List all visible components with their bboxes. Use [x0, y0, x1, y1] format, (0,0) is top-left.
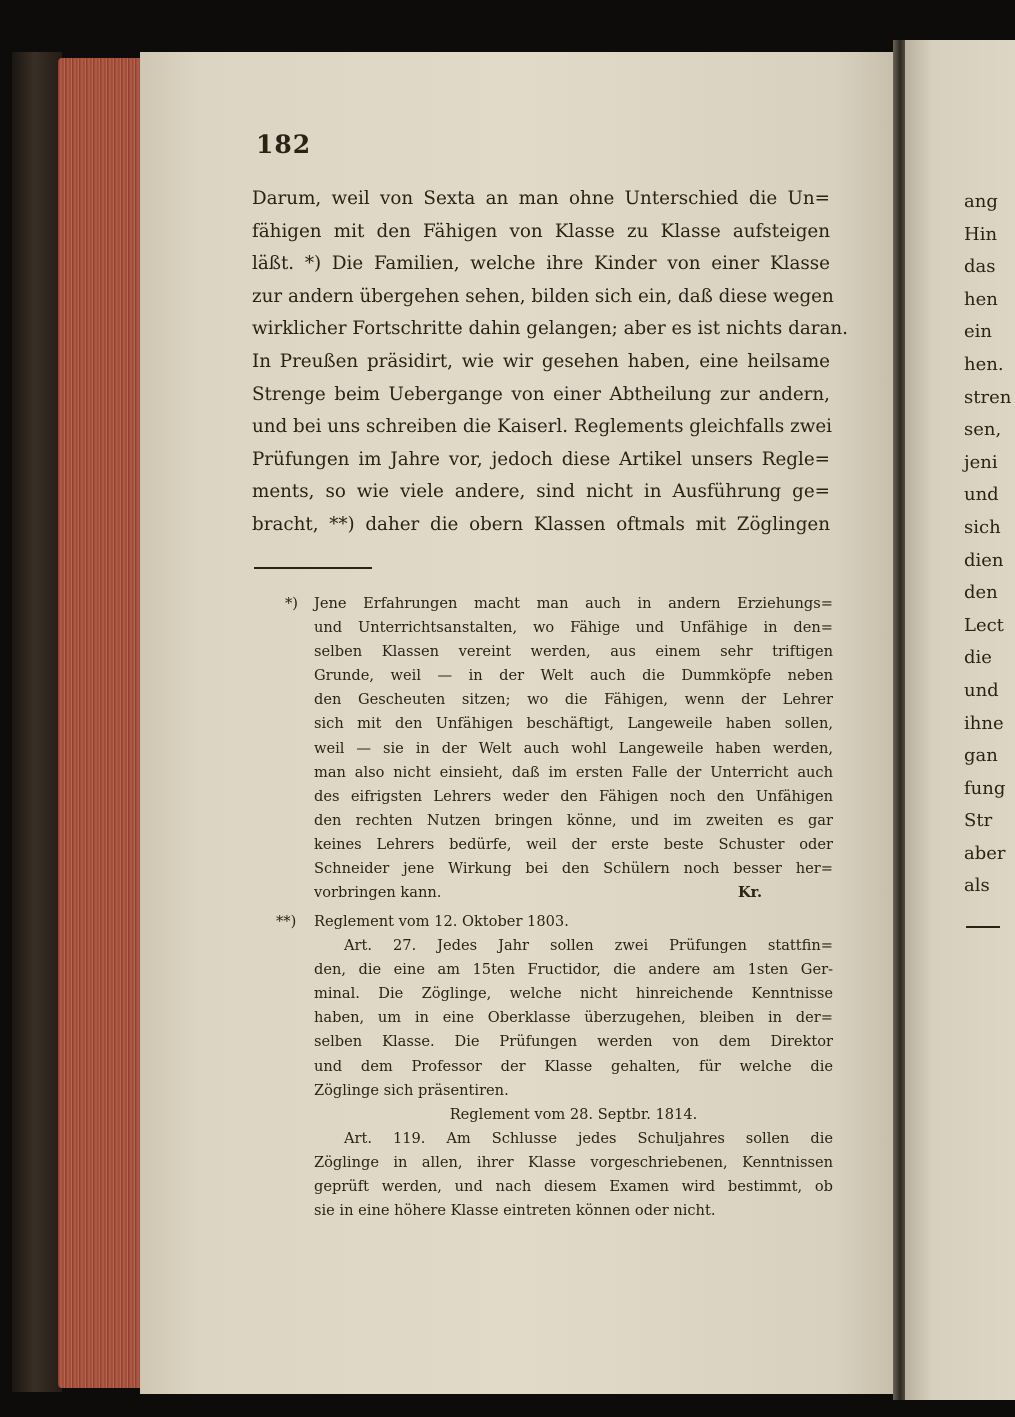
- facing-line: fung: [964, 777, 1006, 799]
- facing-line: als: [964, 875, 990, 897]
- text-line: ments, so wie viele andere, sind nicht in Ausführung ge=: [252, 481, 830, 503]
- footnote-signature: Kr.: [738, 884, 763, 902]
- footnote-line: Jene Erfahrungen macht man auch in andern Erziehungs=: [314, 595, 833, 612]
- facing-line: Hin: [964, 223, 998, 245]
- footnote-line: haben, um in eine Oberklasse überzugehen, bleiben in der=: [314, 1009, 833, 1027]
- facing-footnote-separator: [966, 926, 1000, 928]
- text-line: Darum, weil von Sexta an man ohne Unterschied die Un=: [252, 188, 830, 209]
- page-number: 182: [256, 130, 312, 159]
- footnote-line: des eifrigsten Lehrers weder den Fähigen noch den Unfähigen: [314, 787, 833, 805]
- footnote-line: selben Klasse. Die Prüfungen werden von dem Direktor: [314, 1033, 833, 1051]
- footnote-line: Grunde, weil — in der Welt auch die Dummköpfe neben: [314, 667, 833, 685]
- facing-line: Str: [964, 810, 993, 832]
- text-line: wirklicher Fortschritte dahin gelangen; aber es ist nichts daran.: [252, 318, 848, 340]
- facing-line: hen: [964, 288, 998, 310]
- text-line: zur andern übergehen sehen, bilden sich ein, daß diese wegen: [252, 285, 834, 307]
- footnote-line: weil — sie in der Welt auch wohl Langeweile haben werden,: [314, 739, 833, 757]
- facing-line: aber: [964, 842, 1006, 864]
- book-cover-edge: [12, 52, 62, 1392]
- footnote-line: den rechten Nutzen bringen könne, und im zweiten es gar: [314, 811, 833, 829]
- facing-line: das: [964, 256, 996, 278]
- footnote-line: und dem Professor der Klasse gehalten, für welche die: [314, 1057, 833, 1075]
- facing-line: und: [964, 679, 999, 701]
- footnote-marker: **): [276, 913, 297, 930]
- footnote-line: den, die eine am 15ten Fructidor, die andere am 1sten Ger-: [314, 961, 833, 979]
- footnote-line: selben Klassen vereint werden, aus einem sehr triftigen: [314, 643, 833, 661]
- footnote-line: Art. 119. Am Schlusse jedes Schuljahres sollen die: [344, 1129, 833, 1147]
- text-line: Prüfungen im Jahre vor, jedoch diese Artikel unsers Regle=: [252, 448, 830, 470]
- footnote-line: den Gescheuten sitzen; wo die Fähigen, wenn der Lehrer: [314, 691, 833, 709]
- facing-line: ang: [964, 191, 998, 212]
- footnote-2: [258, 910, 833, 1223]
- footnote-1: [258, 592, 833, 905]
- facing-line: sich: [964, 516, 1001, 538]
- text-line: fähigen mit den Fähigen von Klasse zu Klasse aufsteigen: [252, 220, 830, 242]
- footnote-line: Zöglinge sich präsentiren.: [314, 1081, 509, 1099]
- footnote-line: minal. Die Zöglinge, welche nicht hinreichende Kenntnisse: [314, 985, 833, 1003]
- facing-line: gan: [964, 745, 998, 767]
- footnote-heading: Reglement vom 12. Oktober 1803.: [314, 913, 569, 930]
- text-line: bracht, **) daher die obern Klassen oftmals mit Zöglingen: [252, 513, 830, 535]
- text-line: In Preußen präsidirt, wie wir gesehen haben, eine heilsame: [252, 350, 830, 372]
- footnote-line: geprüft werden, und nach diesem Examen wird bestimmt, ob: [314, 1178, 833, 1196]
- text-line: Strenge beim Uebergange von einer Abtheilung zur andern,: [252, 383, 830, 405]
- facing-line: dien: [964, 549, 1004, 571]
- facing-line: den: [964, 582, 998, 604]
- footnote-line: Zöglinge in allen, ihrer Klasse vorgeschriebenen, Kenntnissen: [314, 1153, 833, 1171]
- facing-line: sen,: [964, 419, 1002, 441]
- footnote-marker: *): [285, 595, 298, 612]
- footnote-line: vorbringen kann.: [314, 884, 442, 902]
- footnote-line: Art. 27. Jedes Jahr sollen zwei Prüfungen stattfin=: [344, 937, 833, 955]
- facing-line: Lect: [964, 614, 1004, 636]
- footnote-line: sie in eine höhere Klasse eintreten können oder nicht.: [314, 1202, 716, 1220]
- facing-page-text: [964, 186, 1012, 903]
- footnote-line: sich mit den Unfähigen beschäftigt, Langeweile haben sollen,: [314, 715, 833, 733]
- facing-line: die: [964, 647, 992, 669]
- text-line: läßt. *) Die Familien, welche ihre Kinder von einer Klasse: [252, 253, 830, 275]
- facing-line: ein: [964, 321, 993, 343]
- footnote-line: man also nicht einsieht, daß im ersten Falle der Unterricht auch: [314, 763, 833, 781]
- facing-line: jeni: [964, 451, 998, 473]
- text-line: und bei uns schreiben die Kaiserl. Reglements gleichfalls zwei: [252, 416, 833, 438]
- footnote-line: Schneider jene Wirkung bei den Schülern noch besser her=: [314, 860, 833, 878]
- facing-line: stren: [964, 386, 1012, 408]
- footnote-separator: [254, 567, 372, 569]
- footnote-heading: Reglement vom 28. Septbr. 1814.: [449, 1105, 698, 1123]
- facing-line: und: [964, 484, 999, 506]
- facing-line: ihne: [964, 712, 1004, 734]
- footnote-line: keines Lehrers bedürfe, weil der erste beste Schuster oder: [314, 835, 833, 853]
- footnote-line: und Unterrichtsanstalten, wo Fähige und Unfähige in den=: [314, 619, 833, 637]
- facing-line: hen.: [964, 353, 1004, 375]
- red-page-edges: [58, 58, 144, 1388]
- main-text-block: [252, 183, 848, 542]
